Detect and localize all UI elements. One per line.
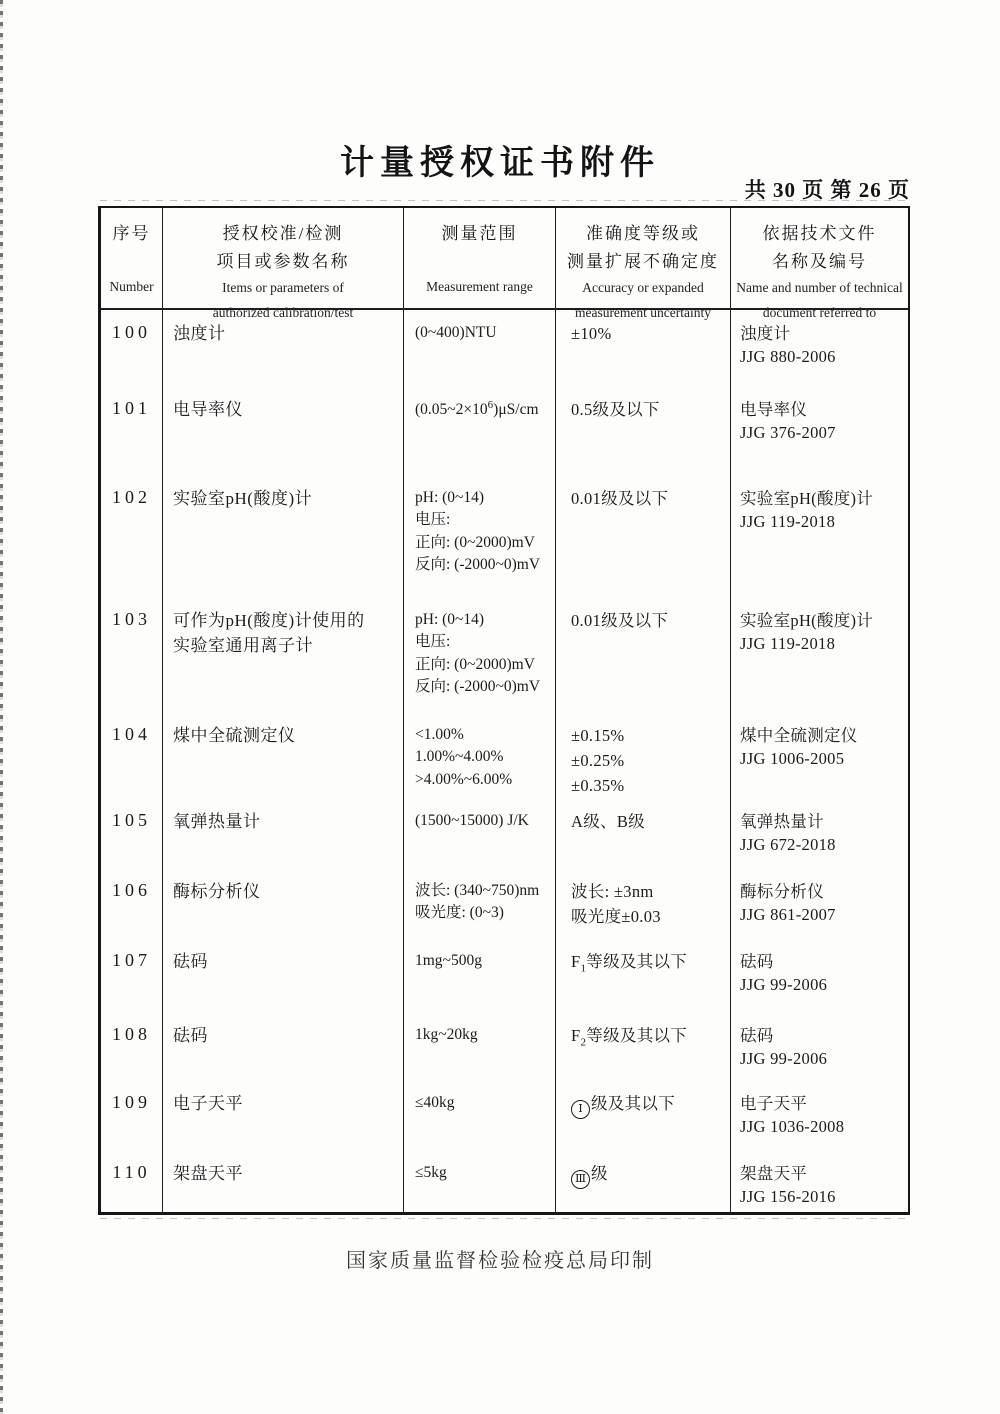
row-105-document: 氧弹热量计 JJG 672-2018 [740,812,836,855]
row-109-accuracy: Ⅰ 级及其以下 [556,1080,731,1150]
row-100-number: 100 [101,310,163,386]
row-103-number: 103 [101,597,163,712]
row-102-range: pH: (0~14) 电压: 正向: (0~2000)mV 反向: (-2000~0)mV [404,475,556,597]
row-101-document: 电导率仪 JJG 376-2007 [740,400,836,443]
row-108-range: 1kg~20kg [404,1012,556,1080]
page-title: 计量授权证书附件 [340,144,660,182]
row-105-range: (1500~15000) J/K [404,798,556,868]
row-104-number: 104 [101,712,163,798]
scan-line-artifact-top [100,200,908,201]
row-107-document: 砝码 JJG 99-2006 [740,952,828,995]
row-100-item: 浊度计 [163,310,404,386]
row-101-accuracy: 0.5级及以下 [556,386,731,475]
row-102-document: 实验室pH(酸度)计 JJG 119-2018 [740,489,874,532]
row-102-number: 102 [101,475,163,597]
row-104-document: 煤中全硫测定仪 JJG 1006-2005 [740,726,858,769]
col-header-range: 测量范围 Measurement range [404,208,556,310]
row-110-accuracy: Ⅲ 级 [556,1150,731,1212]
row-100-document: 浊度计 JJG 880-2006 [740,324,836,367]
certificate-table [98,206,910,1215]
row-106-item: 酶标分析仪 [163,868,404,938]
row-108-accuracy: $F_2$等级及其以下 [556,1012,731,1080]
row-110-range: ≤5kg [404,1150,556,1212]
row-110-item: 架盘天平 [163,1150,404,1212]
row-103-accuracy: 0.01级及以下 [556,597,731,712]
row-104-item: 煤中全硫测定仪 [163,712,404,798]
circled-grade-numeral: Ⅲ [571,1170,590,1189]
row-109-item: 电子天平 [163,1080,404,1150]
row-110-document: 架盘天平 JJG 156-2016 [740,1164,836,1207]
circled-grade-numeral: Ⅰ [571,1100,590,1119]
row-102-item: 实验室pH(酸度)计 [163,475,404,597]
row-107-range: 1mg~500g [404,938,556,1012]
row-101-range: $(0.05\sim 2\times 10^6)\mu S/cm$ [404,386,556,475]
row-109-range: ≤40kg [404,1080,556,1150]
row-100-accuracy: ±10% [556,310,731,386]
row-107-number: 107 [101,938,163,1012]
row-107-item: 砝码 [163,938,404,1012]
row-104-range: <1.00% 1.00%~4.00% >4.00%~6.00% [404,712,556,798]
row-101-item: 电导率仪 [163,386,404,475]
row-103-item: 可作为pH(酸度)计使用的 实验室通用离子计 [163,597,404,712]
row-105-accuracy: A级、B级 [556,798,731,868]
row-107-accuracy: $F_1$等级及其以下 [556,938,731,1012]
row-108-document: 砝码 JJG 99-2006 [740,1026,828,1069]
page-counter: 共 30 页 第 26 页 [744,178,910,202]
row-109-document: 电子天平 JJG 1036-2008 [740,1094,845,1137]
col-header-number: 序号 Number [101,208,163,310]
row-109-number: 109 [101,1080,163,1150]
row-103-document: 实验室pH(酸度)计 JJG 119-2018 [740,611,874,654]
row-106-document: 酶标分析仪 JJG 861-2007 [740,882,836,925]
row-106-accuracy: 波长: ±3nm 吸光度±0.03 [556,868,731,938]
row-100-range: (0~400)NTU [404,310,556,386]
col-header-item: 授权校准/检测 项目或参数名称 Items or parameters of authorized calibration/test [163,208,404,310]
row-108-number: 108 [101,1012,163,1080]
row-102-accuracy: 0.01级及以下 [556,475,731,597]
scan-line-artifact-bottom [100,1218,908,1219]
row-105-item: 氧弹热量计 [163,798,404,868]
scan-edge-artifact [0,0,3,1414]
col-header-accuracy: 准确度等级或 测量扩展不确定度 Accuracy or expanded measurement uncertainty [556,208,731,310]
row-103-range: pH: (0~14) 电压: 正向: (0~2000)mV 反向: (-2000~0)mV [404,597,556,712]
row-106-range: 波长: (340~750)nm 吸光度: (0~3) [404,868,556,938]
printer-footer: 国家质量监督检验检疫总局印制 [346,1250,654,1272]
row-101-number: 101 [101,386,163,475]
row-108-item: 砝码 [163,1012,404,1080]
row-105-number: 105 [101,798,163,868]
row-104-accuracy: ±0.15% ±0.25% ±0.35% [556,712,731,798]
col-header-document: 依据技术文件 名称及编号 Name and number of technical document referred to [731,208,908,310]
row-110-number: 110 [101,1150,163,1212]
row-106-number: 106 [101,868,163,938]
